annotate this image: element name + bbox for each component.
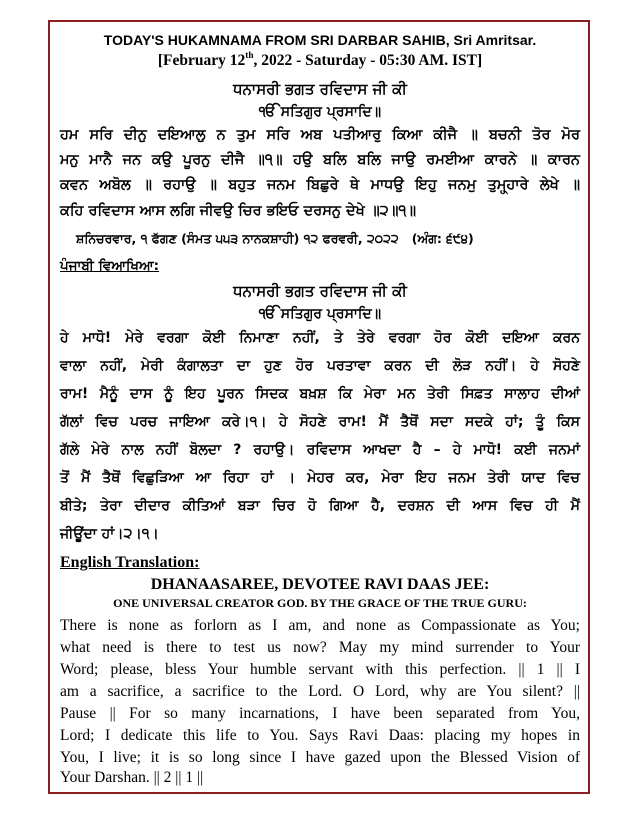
header-date <box>60 52 580 70</box>
title-text: TODAY'S HUKAMNAMA FROM SRI DARBAR SAHIB <box>103 32 446 48</box>
gurmukhi-date: ਸ਼ਨਿਚਰਵਾਰ, ੧ ਫੱਗਣ (ਸੰਮਤ ੫੫੩ ਨਾਨਕਸ਼ਾਹੀ) ੧੨ ਫਰਵਰੀ, ੨੦੨੨ <box>76 231 399 246</box>
gurmukhi-ikonkar: ੴ ਸਤਿਗੁਰ ਪ੍ਰਸਾਦਿ॥ <box>258 104 382 120</box>
punjabi-line: ਵਾਲਾ ਨਹੀਂ, ਮੇਰੀ ਕੰਗਾਲਤਾ ਦਾ ਹੁਣ ਹੋਰ ਪਰਤਾਵਾ ਕਰਨ ਦੀ ਲੋੜ ਨਹੀਂ। ਹੇ ਸੋਹਣੇ <box>60 358 580 374</box>
punjabi-line: ਜੀਊਂਦਾ ਹਾਂ।੨।੧। <box>60 526 159 542</box>
date-post: , 2022 - Saturday - 05:30 AM. IST] <box>253 52 483 69</box>
title-location: , Sri Amritsar. <box>445 32 537 48</box>
punjabi-line: ਰਾਮ! ਮੈਨੂੰ ਦਾਸ ਨੂੰ ਇਹ ਪੂਰਨ ਸਿਦਕ ਬਖ਼ਸ਼ ਕਿ ਮੇਰਾ ਮਨ ਤੇਰੀ ਸਿਫ਼ਤ ਸਾਲਾਹ ਦੀਆਂ <box>60 386 580 402</box>
date-sup: th <box>245 51 254 61</box>
translation-line: Lord; I dedicate this life to You. Says Ravi Daas: placing my hopes in <box>60 727 580 744</box>
punjabi-line: ਬੀਤੇ; ਤੇਰਾ ਦੀਦਾਰ ਕੀਤਿਆਂ ਬੜਾ ਚਿਰ ਹੋ ਗਿਆ ਹੈ, ਦਰਸ਼ਨ ਦੀ ਆਸ ਵਿਚ ਹੀ ਮੈਂ <box>60 498 580 514</box>
translation-line: Your Darshan. || 2 || 1 || <box>60 769 204 786</box>
punjabi-raag: ਧਨਾਸਰੀ ਭਗਤ ਰਵਿਦਾਸ ਜੀ ਕੀ <box>233 282 407 300</box>
punjabi-line: ਗੱਲਾਂ ਵਿਚ ਪਰਚ ਜਾਇਆ ਕਰੇ।੧। ਹੇ ਸੋਹਣੇ ਰਾਮ! ਮੈਂ ਤੈਥੋਂ ਸਦਾ ਸਦਕੇ ਹਾਂ; ਤੂੰ ਕਿਸ <box>60 414 580 430</box>
punjabi-line: ਤੋਂ ਮੈਂ ਤੈਥੋਂ ਵਿਛੁੜਿਆ ਆ ਰਿਹਾ ਹਾਂ । ਮੇਹਰ ਕਰ, ਮੇਰਾ ਇਹ ਜਨਮ ਤੇਰੀ ਯਾਦ ਵਿਚ <box>60 470 580 486</box>
date-pre: [February 12 <box>157 52 246 69</box>
gurbani-line: ਕਹਿ ਰਵਿਦਾਸ ਆਸ ਲਗਿ ਜੀਵਉ ਚਿਰ ਭਇਓ ਦਰਸਨੁ ਦੇਖੇ ॥੨॥੧॥ <box>60 203 417 219</box>
english-heading: English Translation: <box>60 554 200 571</box>
translation-line: am a sacrifice, a sacrifice to the Lord. O Lord, why are You silent? || <box>60 683 580 700</box>
gurmukhi-raag: ਧਨਾਸਰੀ ਭਗਤ ਰਵਿਦਾਸ ਜੀ ਕੀ <box>233 80 407 98</box>
gurmukhi-date-line <box>76 231 576 247</box>
translation-line: There is none as forlorn as I am, and none as Compassionate as You; <box>60 617 580 634</box>
gurbani-line: ਮਨੁ ਮਾਨੈ ਜਨ ਕਉ ਪੂਰਨੁ ਦੀਜੈ ॥੧॥ ਹਉ ਬਲਿ ਬਲਿ ਜਾਉ ਰਮਈਆ ਕਾਰਨੇ ॥ ਕਾਰਨ <box>60 152 580 168</box>
punjabi-line: ਹੇ ਮਾਧੋ! ਮੇਰੇ ਵਰਗਾ ਕੋਈ ਨਿਮਾਣਾ ਨਹੀਂ, ਤੇ ਤੇਰੇ ਵਰਗਾ ਹੋਰ ਕੋਈ ਦਇਆ ਕਰਨ <box>60 330 580 346</box>
punjabi-ikonkar: ੴ ਸਤਿਗੁਰ ਪ੍ਰਸਾਦਿ॥ <box>258 306 382 322</box>
punjabi-line: ਗੱਲੇ ਮੇਰੇ ਨਾਲ ਨਹੀਂ ਬੋਲਦਾ ? ਰਹਾਉ। ਰਵਿਦਾਸ ਆਖਦਾ ਹੈ – ਹੇ ਮਾਧੋ! ਕਈ ਜਨਮਾਂ <box>60 442 580 458</box>
punjabi-heading: ਪੰਜਾਬੀ ਵਿਆਖਿਆ: <box>60 258 160 274</box>
gurmukhi-page-ref: (ਅੰਗ: ੬੯੪) <box>411 231 474 246</box>
gurbani-line: ਕਵਨ ਅਬੋਲ ॥ ਰਹਾਉ ॥ ਬਹੁਤ ਜਨਮ ਬਿਛੁਰੇ ਥੇ ਮਾਧਉ ਇਹੁ ਜਨਮੁ ਤੁਮ੍ਹ੍ਹਾਰੇ ਲੇਖੇ ॥ <box>60 177 580 193</box>
english-subtitle: ONE UNIVERSAL CREATOR GOD. BY THE GRACE OF THE TRUE GURU: <box>113 596 527 610</box>
gurbani-line: ਹਮ ਸਰਿ ਦੀਨੁ ਦਇਆਲੁ ਨ ਤੁਮ ਸਰਿ ਅਬ ਪਤੀਆਰੁ ਕਿਆ ਕੀਜੈ ॥ ਬਚਨੀ ਤੋਰ ਮੋਰ <box>60 127 580 143</box>
page-title <box>60 32 580 48</box>
translation-line: what need is there to test us now? May my mind surrender to Your <box>60 639 580 656</box>
english-title: DHANAASAREE, DEVOTEE RAVI DAAS JEE: <box>150 576 490 593</box>
translation-line: You, I live; it is so long since I have gazed upon the Blessed Vision of <box>60 749 580 766</box>
translation-line: Pause || For so many incarnations, I have been separated from You, <box>60 705 580 722</box>
translation-line: Word; please, bless Your humble servant with this perfection. || 1 || I <box>60 661 580 678</box>
